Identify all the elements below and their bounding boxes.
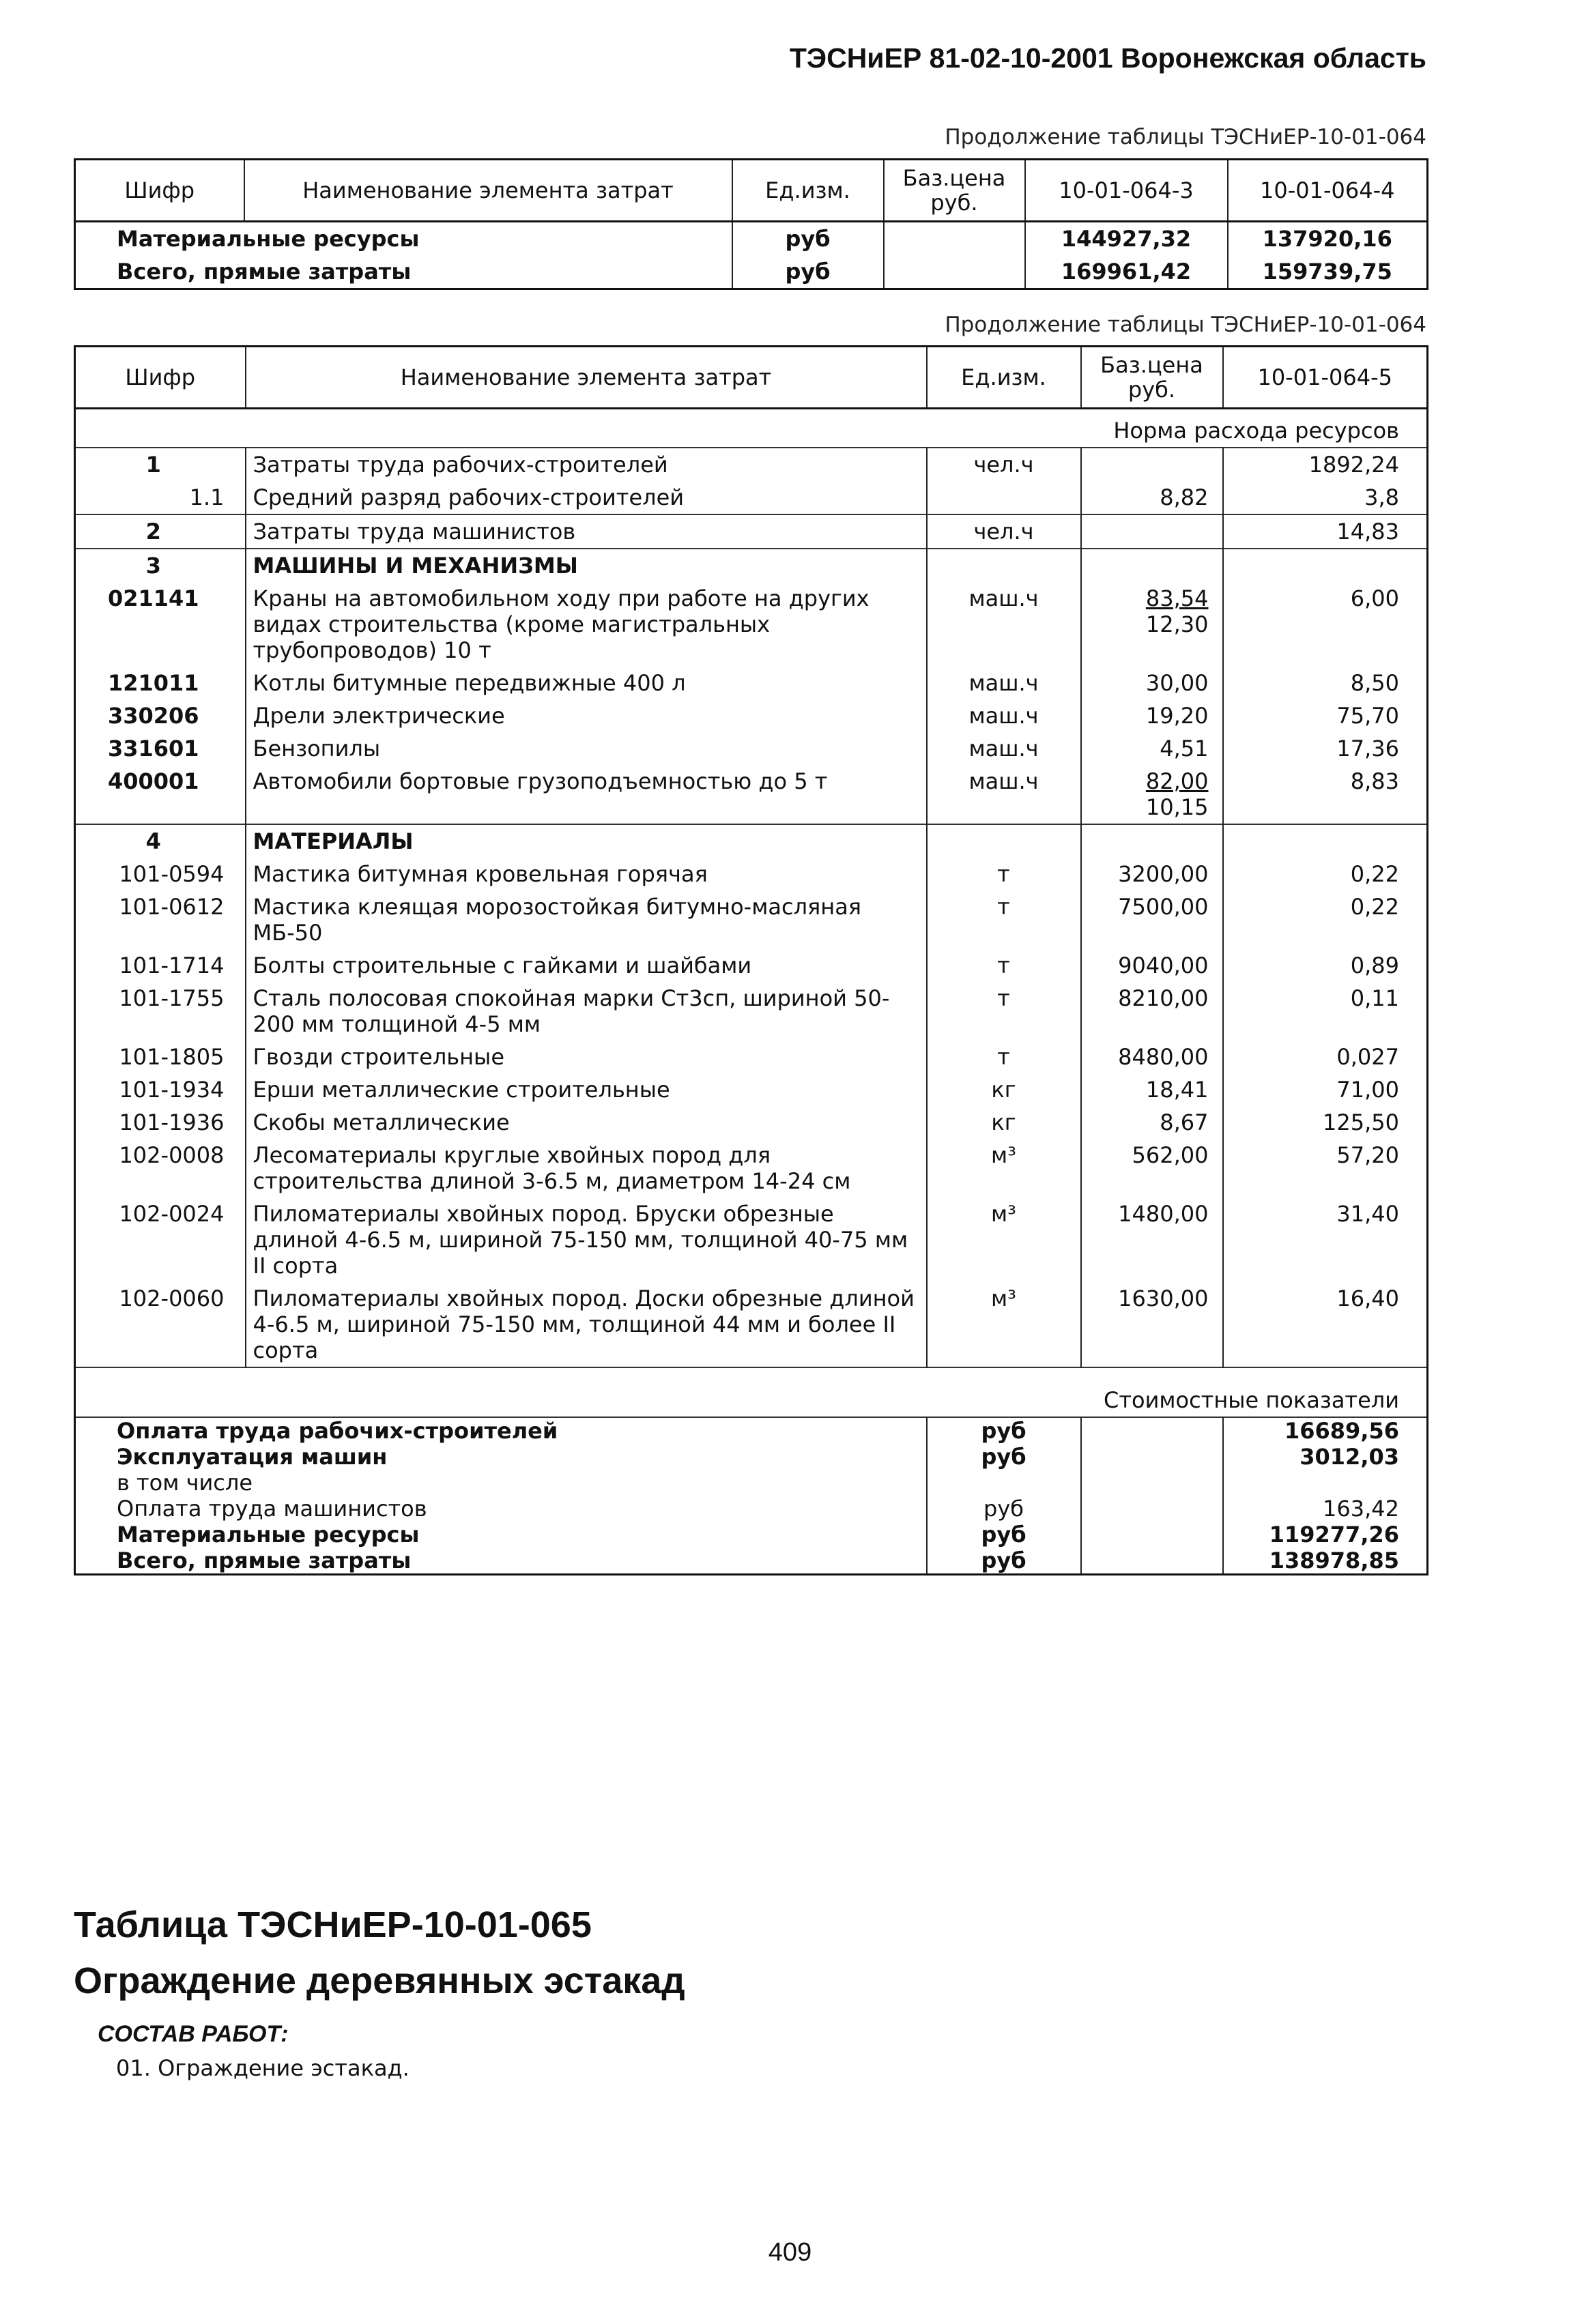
row-price-primary: 8,82 — [1160, 484, 1209, 510]
row-unit: руб — [732, 222, 884, 256]
table2-header-row — [75, 347, 1428, 409]
table-row — [75, 1522, 1428, 1548]
table-row — [75, 1041, 1428, 1073]
row-unit — [927, 1470, 1081, 1496]
row-code: 102-0008 — [75, 1139, 246, 1197]
row-code: 101-1805 — [75, 1041, 246, 1073]
table-row — [75, 982, 1428, 1041]
table1-continuation: Продолжение таблицы ТЭСНиЕР-10-01-064 — [945, 125, 1426, 149]
row-unit: руб — [927, 1417, 1081, 1444]
table1 — [74, 158, 1428, 290]
row-price — [1081, 824, 1223, 858]
row-unit: т — [927, 982, 1081, 1041]
col-header-price: Баз.цена руб. — [884, 160, 1025, 222]
works-heading: СОСТАВ РАБОТ: — [98, 2021, 289, 2047]
row-price-primary: 8,67 — [1160, 1109, 1209, 1135]
row-name: в том числе — [75, 1470, 927, 1496]
row-value: 6,00 — [1223, 582, 1428, 667]
row-price-primary: 3200,00 — [1118, 861, 1209, 887]
table-row — [75, 1496, 1428, 1522]
row-price-primary: 30,00 — [1145, 670, 1209, 696]
row-name: Автомобили бортовые грузоподъемностью до 5 т — [246, 765, 927, 824]
row-name: Всего, прямые затраты — [75, 255, 732, 289]
row-value: 3012,03 — [1223, 1444, 1428, 1470]
row-value: 31,40 — [1223, 1197, 1428, 1282]
row-name: Лесоматериалы круглые хвойных пород для строительства длиной 3-6.5 м, диаметром 14-24 см — [246, 1139, 927, 1197]
row-name: МАТЕРИАЛЫ — [246, 824, 927, 858]
row-name: Оплата труда машинистов — [75, 1496, 927, 1522]
row-code: 102-0024 — [75, 1197, 246, 1282]
row-price — [1081, 1139, 1223, 1197]
row-price-primary: 562,00 — [1132, 1142, 1209, 1168]
row-value: 138978,85 — [1223, 1548, 1428, 1575]
row-price — [1081, 949, 1223, 982]
row-code: 101-1934 — [75, 1073, 246, 1106]
row-value: 75,70 — [1223, 699, 1428, 732]
row-price — [1081, 1470, 1223, 1496]
row-price — [1081, 1417, 1223, 1444]
cost-rows — [75, 1417, 1428, 1575]
row-price — [884, 255, 1025, 289]
table-row — [75, 1106, 1428, 1139]
row-value: 3,8 — [1223, 481, 1428, 514]
row-price-primary: 18,41 — [1145, 1077, 1209, 1103]
row-code: 1.1 — [75, 481, 246, 514]
row-price-primary: 4,51 — [1160, 736, 1209, 761]
row-name: Сталь полосовая спокойная марки Ст3сп, шириной 50-200 мм толщиной 4-5 мм — [246, 982, 927, 1041]
row-code: 3 — [75, 549, 246, 582]
row-price-secondary: 12,30 — [1145, 611, 1209, 637]
col-header-code: Шифр — [75, 160, 244, 222]
col-header-price: Баз.цена руб. — [1081, 347, 1223, 409]
row-price — [1081, 1073, 1223, 1106]
row-price-primary: 9040,00 — [1118, 953, 1209, 978]
table-row — [75, 582, 1428, 667]
table-row — [75, 890, 1428, 949]
row-value: 0,027 — [1223, 1041, 1428, 1073]
row-value — [1223, 824, 1428, 858]
row-name: Гвозди строительные — [246, 1041, 927, 1073]
row-price — [1081, 890, 1223, 949]
table-row — [75, 514, 1428, 549]
norm-caption: Норма расхода ресурсов — [75, 409, 1428, 448]
row-value: 57,20 — [1223, 1139, 1428, 1197]
row-value: 16689,56 — [1223, 1417, 1428, 1444]
row-code: 2 — [75, 514, 246, 549]
row-price — [1081, 448, 1223, 481]
row-name: Мастика битумная кровельная горячая — [246, 858, 927, 890]
row-price — [1081, 582, 1223, 667]
row-price — [1081, 1282, 1223, 1367]
table-row — [75, 1417, 1428, 1444]
row-name: МАШИНЫ И МЕХАНИЗМЫ — [246, 549, 927, 582]
row-name: Мастика клеящая морозостойкая битумно-масляная МБ-50 — [246, 890, 927, 949]
table-row — [75, 824, 1428, 858]
row-unit: руб — [732, 255, 884, 289]
row-price — [1081, 982, 1223, 1041]
col-header-name: Наименование элемента затрат — [246, 347, 927, 409]
row-price — [1081, 1548, 1223, 1575]
col-header-064-3: 10-01-064-3 — [1025, 160, 1228, 222]
row-price-primary: 1480,00 — [1118, 1201, 1209, 1227]
row-value: 71,00 — [1223, 1073, 1428, 1106]
next-table-title: Таблица ТЭСНиЕР-10-01-065 — [74, 1904, 592, 1945]
row-name: Материальные ресурсы — [75, 1522, 927, 1548]
row-unit: м³ — [927, 1139, 1081, 1197]
table-row — [75, 255, 1428, 289]
row-unit: руб — [927, 1496, 1081, 1522]
row-value-1: 144927,32 — [1025, 222, 1228, 256]
col-header-name: Наименование элемента затрат — [244, 160, 732, 222]
row-unit: маш.ч — [927, 765, 1081, 824]
table2 — [74, 345, 1428, 1575]
row-value: 0,22 — [1223, 858, 1428, 890]
table-row — [75, 448, 1428, 481]
row-code: 1 — [75, 448, 246, 481]
row-price-primary: 7500,00 — [1118, 894, 1209, 920]
row-price — [1081, 699, 1223, 732]
row-unit: м³ — [927, 1282, 1081, 1367]
row-value: 16,40 — [1223, 1282, 1428, 1367]
row-unit: маш.ч — [927, 732, 1081, 765]
row-price — [1081, 1041, 1223, 1073]
row-name: Оплата труда рабочих-строителей — [75, 1417, 927, 1444]
row-code: 021141 — [75, 582, 246, 667]
row-value: 119277,26 — [1223, 1522, 1428, 1548]
row-value: 163,42 — [1223, 1496, 1428, 1522]
row-code: 400001 — [75, 765, 246, 824]
row-name: Дрели электрические — [246, 699, 927, 732]
row-code: 330206 — [75, 699, 246, 732]
table-row — [75, 1139, 1428, 1197]
row-name: Котлы битумные передвижные 400 л — [246, 667, 927, 699]
col-header-064-4: 10-01-064-4 — [1228, 160, 1428, 222]
row-value: 0,89 — [1223, 949, 1428, 982]
row-name: Скобы металлические — [246, 1106, 927, 1139]
row-value-2: 137920,16 — [1228, 222, 1428, 256]
row-price — [1081, 481, 1223, 514]
row-unit — [927, 824, 1081, 858]
row-price — [1081, 765, 1223, 824]
table-row — [75, 667, 1428, 699]
row-price-primary: 1630,00 — [1118, 1286, 1209, 1311]
row-price — [1081, 1444, 1223, 1470]
page-number: 409 — [768, 2238, 812, 2267]
row-value: 14,83 — [1223, 514, 1428, 549]
row-name: Ерши металлические строительные — [246, 1073, 927, 1106]
row-name: Бензопилы — [246, 732, 927, 765]
row-value: 0,22 — [1223, 890, 1428, 949]
row-value: 8,50 — [1223, 667, 1428, 699]
row-value: 0,11 — [1223, 982, 1428, 1041]
row-code: 331601 — [75, 732, 246, 765]
resource-rows — [75, 448, 1428, 1367]
row-name: Средний разряд рабочих-строителей — [246, 481, 927, 514]
works-item: 01. Ограждение эстакад. — [116, 2055, 410, 2081]
row-code: 101-1936 — [75, 1106, 246, 1139]
col-header-064-5: 10-01-064-5 — [1223, 347, 1428, 409]
row-name: Затраты труда машинистов — [246, 514, 927, 549]
table-row — [75, 1470, 1428, 1496]
row-price-primary: 8480,00 — [1118, 1044, 1209, 1070]
row-price-primary: 8210,00 — [1118, 985, 1209, 1011]
row-price-secondary: 10,15 — [1145, 794, 1209, 820]
row-name: Всего, прямые затраты — [75, 1548, 927, 1575]
table-row — [75, 1444, 1428, 1470]
row-price — [1081, 732, 1223, 765]
table-row — [75, 949, 1428, 982]
row-value — [1223, 1470, 1428, 1496]
cost-caption-row — [75, 1367, 1428, 1417]
row-unit: т — [927, 858, 1081, 890]
row-price — [1081, 858, 1223, 890]
row-unit: маш.ч — [927, 667, 1081, 699]
row-name: Болты строительные с гайками и шайбами — [246, 949, 927, 982]
row-price-primary: 83,54 — [1145, 585, 1209, 611]
row-code: 102-0060 — [75, 1282, 246, 1367]
table-row — [75, 481, 1428, 514]
row-unit: чел.ч — [927, 448, 1081, 481]
row-unit: маш.ч — [927, 699, 1081, 732]
row-price — [1081, 1522, 1223, 1548]
row-price — [1081, 1197, 1223, 1282]
table-row — [75, 858, 1428, 890]
row-name: Затраты труда рабочих-строителей — [246, 448, 927, 481]
row-name: Эксплуатация машин — [75, 1444, 927, 1470]
row-code: 101-0612 — [75, 890, 246, 949]
row-price — [1081, 549, 1223, 582]
row-unit — [927, 549, 1081, 582]
col-header-code: Шифр — [75, 347, 246, 409]
row-unit: т — [927, 949, 1081, 982]
table-row — [75, 732, 1428, 765]
cost-caption: Стоимостные показатели — [75, 1367, 1428, 1417]
row-unit — [927, 481, 1081, 514]
document-header: ТЭСНиЕР 81-02-10-2001 Воронежская область — [789, 42, 1426, 74]
row-unit: чел.ч — [927, 514, 1081, 549]
row-value: 8,83 — [1223, 765, 1428, 824]
table-row — [75, 1548, 1428, 1575]
row-unit: кг — [927, 1073, 1081, 1106]
row-unit: руб — [927, 1522, 1081, 1548]
row-price — [884, 222, 1025, 256]
row-price — [1081, 1106, 1223, 1139]
row-unit: руб — [927, 1548, 1081, 1575]
col-header-unit: Ед.изм. — [927, 347, 1081, 409]
row-unit: маш.ч — [927, 582, 1081, 667]
row-value — [1223, 549, 1428, 582]
row-value: 17,36 — [1223, 732, 1428, 765]
row-price-primary: 82,00 — [1145, 768, 1209, 794]
row-price — [1081, 667, 1223, 699]
row-code: 121011 — [75, 667, 246, 699]
table2-continuation: Продолжение таблицы ТЭСНиЕР-10-01-064 — [945, 313, 1426, 337]
row-name: Пиломатериалы хвойных пород. Доски обрезные длиной 4-6.5 м, шириной 75-150 мм, толщиной 44 мм и более II сорта — [246, 1282, 927, 1367]
next-table-subtitle: Ограждение деревянных эстакад — [74, 1960, 685, 2001]
row-unit: т — [927, 890, 1081, 949]
table-row — [75, 1282, 1428, 1367]
row-code: 101-1755 — [75, 982, 246, 1041]
table-row — [75, 1197, 1428, 1282]
row-code: 101-0594 — [75, 858, 246, 890]
row-price — [1081, 1496, 1223, 1522]
row-code: 4 — [75, 824, 246, 858]
table-row — [75, 765, 1428, 824]
col-header-unit: Ед.изм. — [732, 160, 884, 222]
norm-caption-row — [75, 409, 1428, 448]
table-row — [75, 699, 1428, 732]
row-value-2: 159739,75 — [1228, 255, 1428, 289]
table1-header-row — [75, 160, 1428, 222]
row-unit: кг — [927, 1106, 1081, 1139]
row-price-primary: 19,20 — [1145, 703, 1209, 729]
row-unit: руб — [927, 1444, 1081, 1470]
row-value: 125,50 — [1223, 1106, 1428, 1139]
table-row — [75, 1073, 1428, 1106]
row-unit: т — [927, 1041, 1081, 1073]
row-value: 1892,24 — [1223, 448, 1428, 481]
row-price — [1081, 514, 1223, 549]
row-name: Пиломатериалы хвойных пород. Бруски обрезные длиной 4-6.5 м, шириной 75-150 мм, толщиной 40-75 мм II сорта — [246, 1197, 927, 1282]
table-row — [75, 222, 1428, 256]
table-row — [75, 549, 1428, 582]
row-code: 101-1714 — [75, 949, 246, 982]
row-name: Краны на автомобильном ходу при работе на других видах строительства (кроме магистральных трубопроводов) 10 т — [246, 582, 927, 667]
row-unit: м³ — [927, 1197, 1081, 1282]
row-name: Материальные ресурсы — [75, 222, 732, 256]
row-value-1: 169961,42 — [1025, 255, 1228, 289]
